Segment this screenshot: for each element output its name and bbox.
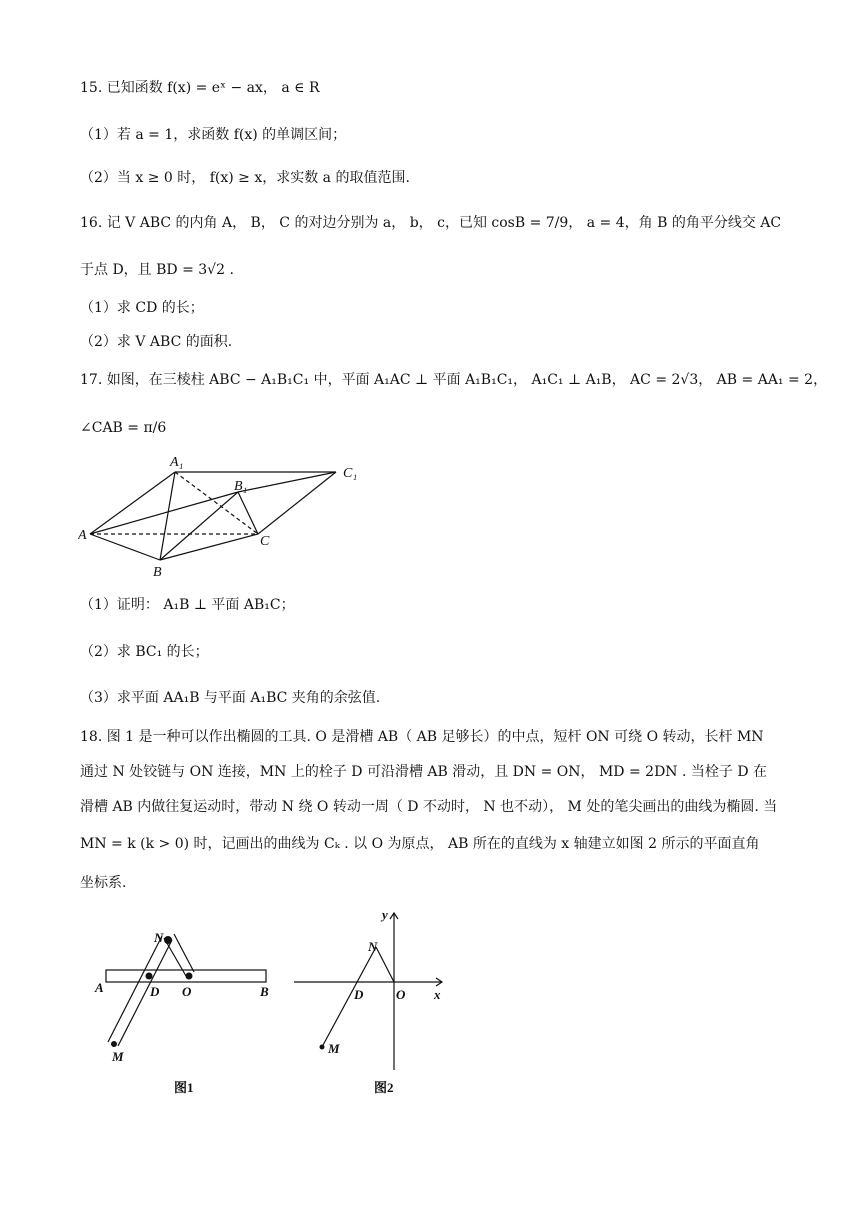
- p16-stem-1: 16. 记 V ABC 的内角 A， B， C 的对边分别为 a， b， c，已知 cosB = 7/9， a = 4，角 B 的角平分线交 AC: [80, 215, 782, 231]
- p16-q1: （1）求 CD 的长；: [80, 300, 204, 316]
- label-A: A: [78, 528, 87, 543]
- p15-stem: 15. 已知函数 f(x) = eˣ − ax， a ∈ R: [80, 80, 320, 96]
- p15-q2: （2）当 x ≥ 0 时， f(x) ≥ x，求实数 a 的取值范围.: [80, 170, 410, 186]
- fig2-label-D: D: [354, 987, 364, 1002]
- figure-1-ellipse-tool: [90, 920, 280, 1100]
- p17-q3: （3）求平面 AA₁B 与平面 A₁BC 夹角的余弦值.: [80, 690, 381, 706]
- p17-stem-1: 17. 如图，在三棱柱 ABC − A₁B₁C₁ 中，平面 A₁AC ⊥ 平面 A₁B₁C₁， A₁C₁ ⊥ A₁B， AC = 2√3， AB = AA₁ = 2，: [80, 372, 828, 388]
- label-C1: C₁: [343, 466, 358, 481]
- figure-2-coordinate-system: [290, 905, 460, 1100]
- p18-line-2: 通过 N 处铰链与 ON 连接，MN 上的栓子 D 可沿滑槽 AB 滑动，且 DN = ON， MD = 2DN . 当栓子 D 在: [80, 764, 768, 780]
- p18-line-3: 滑槽 AB 内做往复运动时，带动 N 绕 O 转动一周（ D 不动时， N 也不动）， M 处的笔尖画出的曲线为椭圆. 当: [80, 799, 778, 815]
- fig1-label-N: N: [154, 930, 164, 945]
- p16-q2: （2）求 V ABC 的面积.: [80, 334, 233, 350]
- fig1-label-A: A: [95, 980, 104, 995]
- label-B: B: [153, 565, 162, 580]
- fig2-label-y: y: [382, 907, 388, 922]
- label-B1: B₁: [234, 479, 248, 494]
- p17-stem-2: ∠CAB = π/6: [80, 420, 167, 436]
- fig2-label-x: x: [434, 987, 441, 1002]
- p18-line-4: MN = k (k > 0) 时，记画出的曲线为 Cₖ . 以 O 为原点， AB 所在的直线为 x 轴建立如图 2 所示的平面直角: [80, 836, 760, 852]
- fig2-label-N: N: [368, 939, 378, 954]
- p17-q1: （1）证明： A₁B ⊥ 平面 AB₁C；: [80, 597, 295, 613]
- fig1-label-M: M: [112, 1049, 124, 1064]
- label-A1: A₁: [170, 455, 184, 470]
- fig1-label-O: O: [182, 984, 192, 999]
- fig1-caption: 图1: [174, 1080, 194, 1095]
- p18-line-1: 18. 图 1 是一种可以作出椭圆的工具. O 是滑槽 AB（ AB 足够长）的中点，短杆 ON 可绕 O 转动，长杆 MN: [80, 729, 764, 745]
- fig1-label-B: B: [260, 984, 269, 999]
- fig1-label-D: D: [150, 984, 160, 999]
- fig2-label-M: M: [328, 1041, 340, 1056]
- p17-q2: （2）求 BC₁ 的长；: [80, 644, 209, 660]
- label-C: C: [260, 534, 270, 549]
- p18-line-5: 坐标系.: [80, 875, 127, 891]
- fig2-label-O: O: [396, 987, 406, 1002]
- fig2-caption: 图2: [374, 1080, 394, 1095]
- p16-stem-2: 于点 D，且 BD = 3√2 .: [80, 262, 234, 278]
- p15-q1: （1）若 a = 1，求函数 f(x) 的单调区间；: [80, 127, 347, 143]
- prism-figure: [78, 450, 378, 585]
